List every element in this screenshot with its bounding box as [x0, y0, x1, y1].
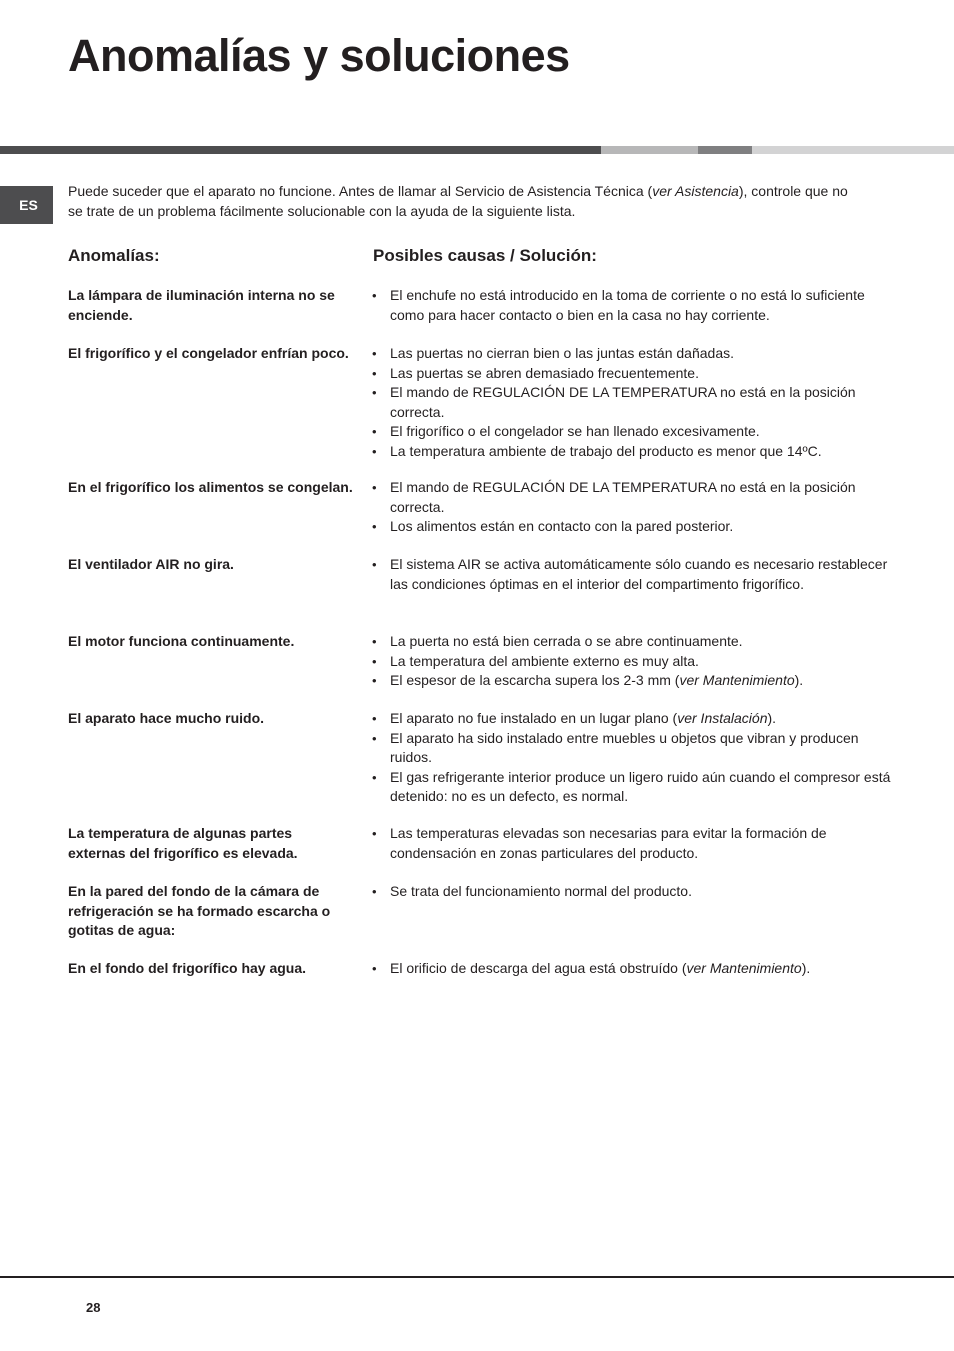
text-segment: El gas refrigerante interior produce un ligero ruido aún cuando el compresor está detenido: no es un defecto, es normal. — [390, 768, 891, 804]
cause-item — [372, 729, 902, 768]
text-segment: Puede suceder que el aparato no funcione. Antes de llamar al Servicio de Asistencia Técnica ( — [68, 183, 653, 199]
anomaly-label: La lámpara de iluminación interna no se enciende. — [68, 287, 335, 323]
text-segment: Se trata del funcionamiento normal del producto. — [390, 883, 692, 899]
cause-list — [372, 824, 902, 863]
anomaly-label: En el fondo del frigorífico hay agua. — [68, 960, 307, 976]
cause-item — [372, 344, 902, 364]
anomaly-label: El frigorífico y el congelador enfrían poco. — [68, 345, 349, 361]
cause-item — [372, 517, 902, 537]
cause-list — [372, 882, 902, 902]
text-segment: Los alimentos están en contacto con la pared posterior. — [390, 518, 734, 534]
causes-header: Posibles causas / Solución: — [373, 246, 597, 265]
cause-item — [372, 478, 902, 517]
text-segment: El aparato ha sido instalado entre muebles u objetos que vibran y producen ruidos. — [390, 729, 859, 765]
cause-item — [372, 442, 902, 462]
cause-item — [372, 364, 902, 384]
cross-reference: ver Mantenimiento — [679, 672, 795, 688]
cause-item — [372, 824, 902, 863]
language-tab: ES — [0, 186, 53, 224]
text-segment: El espesor de la escarcha supera los 2-3 mm ( — [390, 672, 680, 688]
text-segment: ), controle que no se trate de un problema fácilmente solucionable con la ayuda de la siguiente lista. — [68, 183, 848, 219]
text-segment: Las puertas no cierran bien o las juntas están dañadas. — [390, 345, 735, 361]
anomalies-header: Anomalías: — [68, 246, 160, 265]
cause-item — [372, 709, 902, 729]
cause-item — [372, 882, 902, 902]
text-segment: La temperatura ambiente de trabajo del producto es menor que 14ºC. — [390, 442, 822, 459]
cause-list — [372, 344, 902, 461]
cause-item — [372, 555, 902, 594]
cause-item — [372, 768, 902, 807]
anomaly-label: El ventilador AIR no gira. — [68, 556, 234, 572]
header-stripe-light — [601, 146, 698, 154]
cause-item — [372, 422, 902, 442]
cross-reference: ver Asistencia — [652, 183, 739, 199]
text-segment: El mando de REGULACIÓN DE LA TEMPERATURA no está en la posición correcta. — [390, 384, 856, 420]
cause-item — [372, 632, 902, 652]
anomaly-label: En el frigorífico los alimentos se congelan. — [68, 479, 353, 495]
text-segment: La temperatura del ambiente externo es muy alta. — [390, 652, 699, 669]
cause-list — [372, 478, 902, 537]
anomaly-label: El aparato hace mucho ruido. — [68, 710, 265, 726]
cross-reference: ver Instalación — [677, 710, 768, 726]
cause-list — [372, 632, 902, 691]
header-stripe-dark — [0, 146, 601, 154]
cause-list — [372, 555, 902, 594]
intro-paragraph — [68, 181, 858, 221]
text-segment: Las puertas se abren demasiado frecuentemente. — [390, 364, 699, 381]
cause-item — [372, 671, 902, 691]
text-segment: ). — [767, 710, 777, 726]
text-segment: El mando de REGULACIÓN DE LA TEMPERATURA no está en la posición correcta. — [390, 479, 856, 515]
text-segment: El enchufe no está introducido en la toma de corriente o no está lo suficiente como para hacer contacto o bien en la casa no hay corriente. — [390, 287, 865, 323]
cross-reference: ver Mantenimiento — [686, 960, 802, 976]
anomaly-label: El motor funciona continuamente. — [68, 633, 295, 649]
text-segment: Las temperaturas elevadas son necesarias para evitar la formación de condensación en zonas particulares del producto. — [390, 825, 827, 861]
anomaly-label: La temperatura de algunas partes externas del frigorífico es elevada. — [68, 825, 298, 861]
text-segment: La puerta no está bien cerrada o se abre continuamente. — [390, 633, 743, 649]
cause-list — [372, 286, 902, 325]
footer-rule — [0, 1276, 954, 1278]
header-stripe-pale — [752, 146, 954, 154]
anomaly-label: En la pared del fondo de la cámara de refrigeración se ha formado escarcha o gotitas de agua: — [68, 883, 331, 938]
cause-list — [372, 959, 902, 979]
page-number: 28 — [86, 1300, 101, 1315]
text-segment: El aparato no fue instalado en un lugar plano ( — [390, 710, 678, 726]
text-segment: ). — [794, 672, 804, 688]
page-title: Anomalías y soluciones — [68, 30, 570, 81]
cause-list — [372, 709, 902, 807]
text-segment: El orificio de descarga del agua está obstruído ( — [390, 960, 687, 976]
text-segment: El sistema AIR se activa automáticamente sólo cuando es necesario restablecer las condiciones óptimas en el interior del compartimento frigorífico. — [390, 556, 888, 592]
header-stripe-mid — [698, 146, 752, 154]
text-segment: El frigorífico o el congelador se han llenado excesivamente. — [390, 423, 760, 439]
cause-item — [372, 383, 902, 422]
cause-item — [372, 959, 902, 979]
cause-item — [372, 652, 902, 672]
cause-item — [372, 286, 902, 325]
text-segment: ). — [801, 960, 811, 976]
